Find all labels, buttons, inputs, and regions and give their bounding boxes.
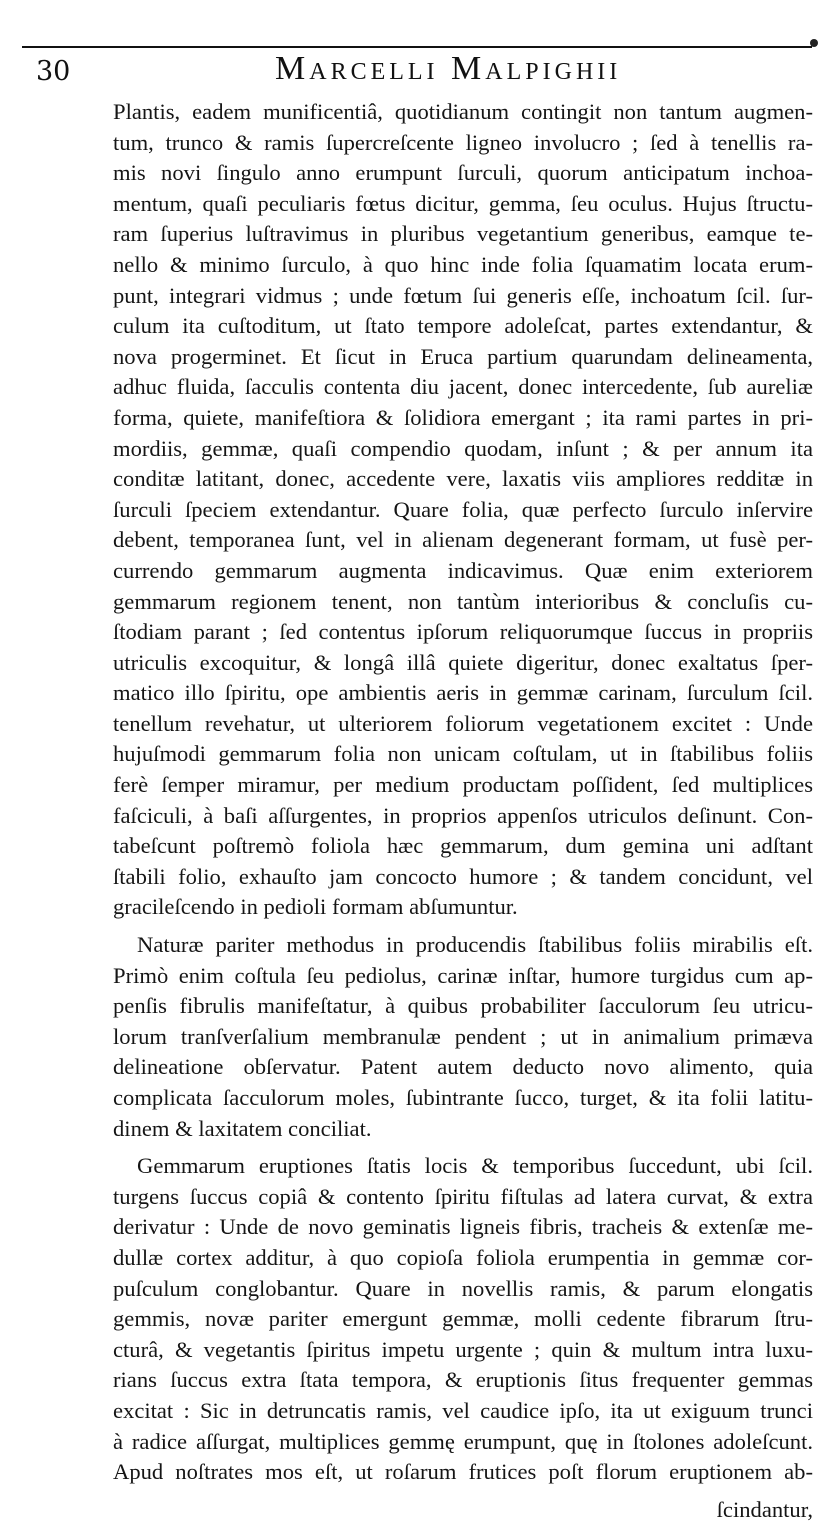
text-line: tabeſcunt poſtremò foliola hæc gemmarum, dum gemina uni adſtant bbox=[113, 833, 813, 859]
paragraph bbox=[113, 930, 813, 1144]
text-line: nova progerminet. Et ſicut in Eruca partium quarundam delineamenta, bbox=[113, 343, 813, 369]
text-line: Naturæ pariter methodus in producendis ſtabilibus foliis mirabilis eſt. bbox=[137, 932, 813, 958]
text-line: Gemmarum eruptiones ſtatis locis & temporibus ſuccedunt, ubi ſcil. bbox=[137, 1153, 813, 1179]
text-line: cturâ, & vegetantis ſpiritus impetu urgente ; quin & multum intra luxu- bbox=[113, 1336, 813, 1362]
running-head: Marcelli Malpighii bbox=[275, 50, 622, 87]
text-line: puſculum conglobantur. Quare in novellis ramis, & parum elongatis bbox=[113, 1275, 813, 1301]
text-line: delineatione obſervatur. Patent autem deducto novo alimento, quia bbox=[113, 1054, 813, 1080]
text-line: lorum tranſverſalium membranulæ pendent ; ut in animalium primæva bbox=[113, 1023, 813, 1049]
text-line: ſtodiam parant ; ſed contentus ipſorum reliquorumque ſuccus in propriis bbox=[113, 619, 813, 645]
text-line: forma, quiete, manifeſtiora & ſolidiora emergant ; ita rami partes in pri- bbox=[113, 404, 813, 430]
text-line: tum, trunco & ramis ſupercreſcente ligneo involucro ; ſed à tenellis ra- bbox=[113, 129, 813, 155]
text-line: gracileſcendo in pedioli formam abſumuntur. bbox=[113, 894, 518, 920]
text-line: derivatur : Unde de novo geminatis ligneis fibris, tracheis & extenſæ me- bbox=[113, 1214, 813, 1240]
text-line: ram ſuperius luſtravimus in pluribus vegetantium generibus, eamque te- bbox=[113, 221, 813, 247]
text-line: ferè ſemper miramur, per medium productam poſſident, ſed multiplices bbox=[113, 772, 813, 798]
ink-dot bbox=[810, 39, 818, 47]
text-line: ſtabili folio, exhauſto jam concocto humore ; & tandem concidunt, vel bbox=[113, 863, 813, 889]
text-line: utriculis excoquitur, & longâ illâ quiete digeritur, donec exaltatus ſper- bbox=[113, 649, 813, 675]
text-line: dinem & laxitatem conciliat. bbox=[113, 1115, 372, 1141]
text-line: excitat : Sic in detruncatis ramis, vel caudice ipſo, ita ut exiguum trunci bbox=[113, 1397, 813, 1423]
text-line: hujuſmodi gemmarum folia non unicam coſtulam, ut in ſtabilibus foliis bbox=[113, 741, 813, 767]
text-line: Plantis, eadem munificentiâ, quotidianum contingit non tantum augmen- bbox=[113, 99, 813, 124]
page-number: 30 bbox=[36, 56, 71, 87]
text-line: penſis fibrulis manifeſtatur, à quibus probabiliter ſacculorum ſeu utricu- bbox=[113, 993, 813, 1019]
text-line: mis novi ſingulo anno erumpunt ſurculi, quorum anticipatum inchoa- bbox=[113, 160, 813, 186]
text-line: currendo gemmarum augmenta indicavimus. Quæ enim exteriorem bbox=[113, 557, 813, 583]
text-line: complicata ſacculorum moles, ſubintrante ſucco, turget, & ita folii latitu- bbox=[113, 1085, 813, 1110]
text-line: faſciculi, à baſi aſſurgentes, in proprios appenſos utriculos deſinunt. Con- bbox=[113, 802, 813, 828]
text-line: mentum, quaſi peculiaris fœtus dicitur, gemma, ſeu oculus. Hujus ſtructu- bbox=[113, 190, 813, 216]
text-line: gemmarum regionem tenent, non tantùm interioribus & concluſis cu- bbox=[113, 588, 813, 614]
text-line: Apud noſtrates mos eſt, ut roſarum frutices poſt florum eruptionem ab- bbox=[113, 1459, 813, 1485]
text-line: nello & minimo ſurculo, à quo hinc inde folia ſquamatim locata erum- bbox=[113, 251, 813, 277]
text-line: ſurculi ſpeciem extendantur. Quare folia, quæ perfecto ſurculo inſervire bbox=[113, 496, 813, 522]
body-text bbox=[113, 97, 813, 1525]
paragraph bbox=[113, 1151, 813, 1488]
text-line: culum ita cuſtoditum, ut ſtato tempore adoleſcat, partes extendantur, & bbox=[113, 313, 813, 339]
text-line: à radice aſſurgat, multiplices gemmę erumpunt, quę in ſtolones adoleſcunt. bbox=[113, 1428, 813, 1454]
text-line: gemmis, novæ pariter emergunt gemmæ, molli cedente fibrarum ſtru- bbox=[113, 1306, 813, 1332]
text-line: turgens ſuccus copiâ & contento ſpiritu fiſtulas ad latera curvat, & extra bbox=[113, 1183, 813, 1209]
text-line: conditæ latitant, donec, accedente vere, laxatis viis ampliores redditæ in bbox=[113, 466, 813, 492]
text-line: dullæ cortex additur, à quo copioſa foliola erumpentia in gemmæ cor- bbox=[113, 1244, 813, 1270]
text-line: rians ſuccus extra ſtata tempora, & eruptionis ſitus frequenter gemmas bbox=[113, 1367, 813, 1393]
text-line: matico illo ſpiritu, ope ambientis aeris in gemmæ carinam, ſurculum ſcil. bbox=[113, 680, 813, 706]
header-rule bbox=[22, 46, 812, 48]
text-line: punt, integrari vidmus ; unde fœtum ſui generis eſſe, inchoatum ſcil. ſur- bbox=[113, 282, 813, 308]
text-line: debent, temporanea ſunt, vel in alienam degenerant formam, ut fusè per- bbox=[113, 527, 813, 553]
text-line: mordiis, gemmæ, quaſi compendio quodam, inſunt ; & per annum ita bbox=[113, 435, 813, 461]
text-line: Primò enim coſtula ſeu pediolus, carinæ inſtar, humore turgidus cum ap- bbox=[113, 962, 813, 988]
catchword: ſcindantur, bbox=[716, 1496, 813, 1522]
paragraph bbox=[113, 97, 813, 923]
text-line: tenellum revehatur, ut ulteriorem foliorum vegetationem excitet : Unde bbox=[113, 710, 813, 736]
text-line: adhuc fluida, ſacculis contenta diu jacent, donec intercedente, ſub aureliæ bbox=[113, 374, 813, 400]
